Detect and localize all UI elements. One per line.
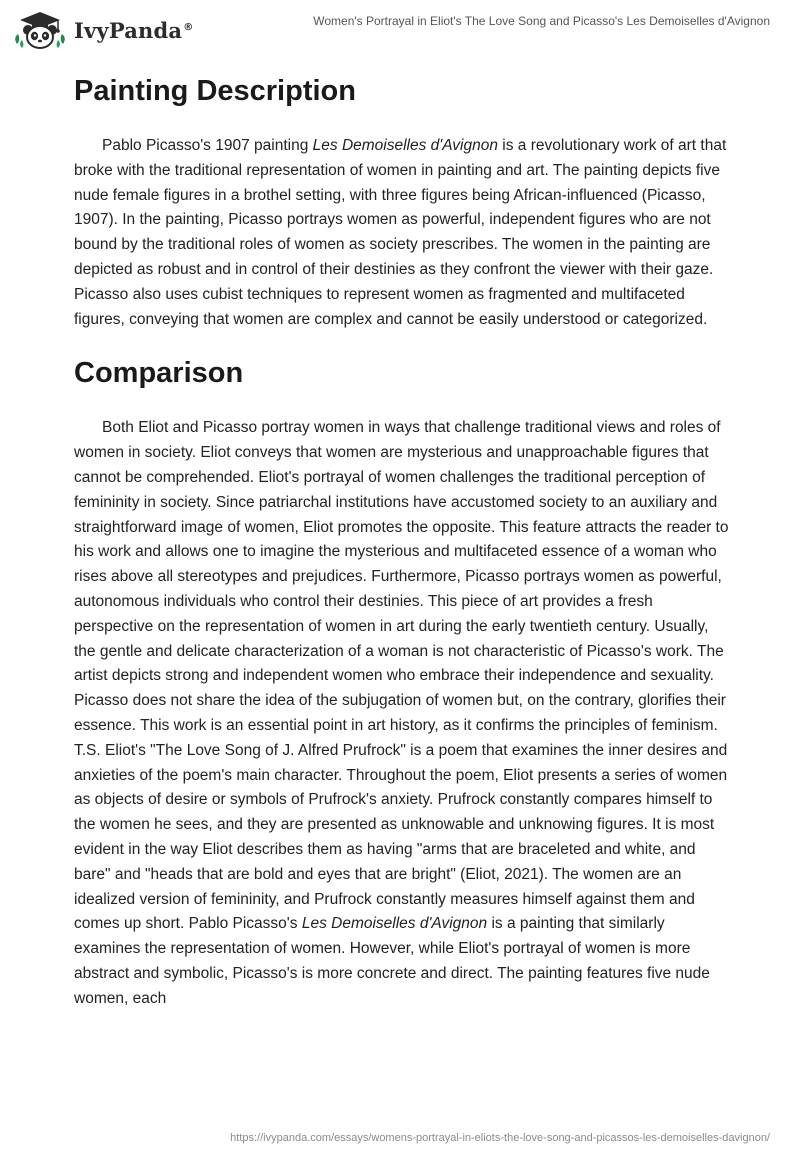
document-title: Women's Portrayal in Eliot's The Love Song and Picasso's Les Demoiselles d'Avignon bbox=[313, 14, 770, 28]
ivypanda-logo[interactable] bbox=[12, 10, 193, 50]
section-paragraph-comparison: Both Eliot and Picasso portray women in ways that challenge traditional views and roles of women in society. Eliot conveys that women are mysterious and unapproachable figures that cannot be comprehended. Eliot's portrayal of women challenges the traditional perception of femininity in society. Since patriarchal institutions have accustomed society to an auxiliary and straightforward image of women, Eliot promotes the opposite. This feature attracts the reader to his work and allows one to imagine the mysterious and multifaceted essence of a woman who rises above all stereotypes and prejudices. Furthermore, Picasso portrays women as powerful, autonomous individuals who control their destinies. This piece of art provides a fresh perspective on the representation of women in art during the early twentieth century. Usually, the gentle and delicate characterization of a woman is not characteristic of Picasso's work. The artist depicts strong and independent women who embrace their independence and sexuality. Picasso does not share the idea of the subjugation of women but, on the contrary, glorifies their essence. This work is an essential point in art history, as it confirms the principles of feminism. T.S. Eliot's "The Love Song of J. Alfred Prufrock" is a poem that examines the inner desires and anxieties of the poem's main character. Throughout the poem, Eliot presents a series of women as objects of desire or symbols of Prufrock's anxiety. Prufrock constantly compares himself to the women he sees, and they are presented as unknowable and unknowing figures. It is most evident in the way Eliot describes them as having "arms that are braceleted and white, and bare" and "heads that are bold and eyes that are bright" (Eliot, 2021). The women are an idealized version of femininity, and Prufrock constantly measures himself against them and comes up short. Pablo Picasso's Les Demoiselles d'Avignon is a painting that similarly examines the representation of women. However, while Eliot's portrayal of women is more abstract and symbolic, Picasso's is more concrete and direct. The painting features five nude women, each bbox=[74, 419, 729, 1007]
panda-graduate-icon bbox=[12, 10, 68, 50]
section-heading-comparison: Comparison bbox=[74, 357, 244, 390]
section-paragraph-painting-description: Pablo Picasso's 1907 painting Les Demoiselles d'Avignon is a revolutionary work of art that broke with the traditional representation of women in painting and art. The painting depicts five nude female figures in a brothel setting, with three figures being African-influenced (Picasso, 1907). In the painting, Picasso portrays women as powerful, independent figures who are not bound by the traditional roles of women as society prescribes. The women in the painting are depicted as robust and in control of their destinies as they confront the viewer with their gaze. Picasso also uses cubist techniques to represent women as fragmented and multifaceted figures, conveying that women are complex and cannot be easily understood or categorized. bbox=[74, 137, 727, 328]
source-url[interactable]: https://ivypanda.com/essays/womens-portrayal-in-eliots-the-love-song-and-picassos-les-demoiselles-davignon/ bbox=[230, 1132, 770, 1144]
section-heading-painting-description: Painting Description bbox=[74, 75, 356, 107]
essay-content bbox=[74, 70, 734, 1012]
logo-wordmark: IvyPanda® bbox=[74, 17, 194, 43]
page-header bbox=[0, 0, 800, 56]
artwork-title: Les Demoiselles d'Avignon bbox=[312, 137, 498, 154]
artwork-title: Les Demoiselles d'Avignon bbox=[301, 915, 488, 933]
